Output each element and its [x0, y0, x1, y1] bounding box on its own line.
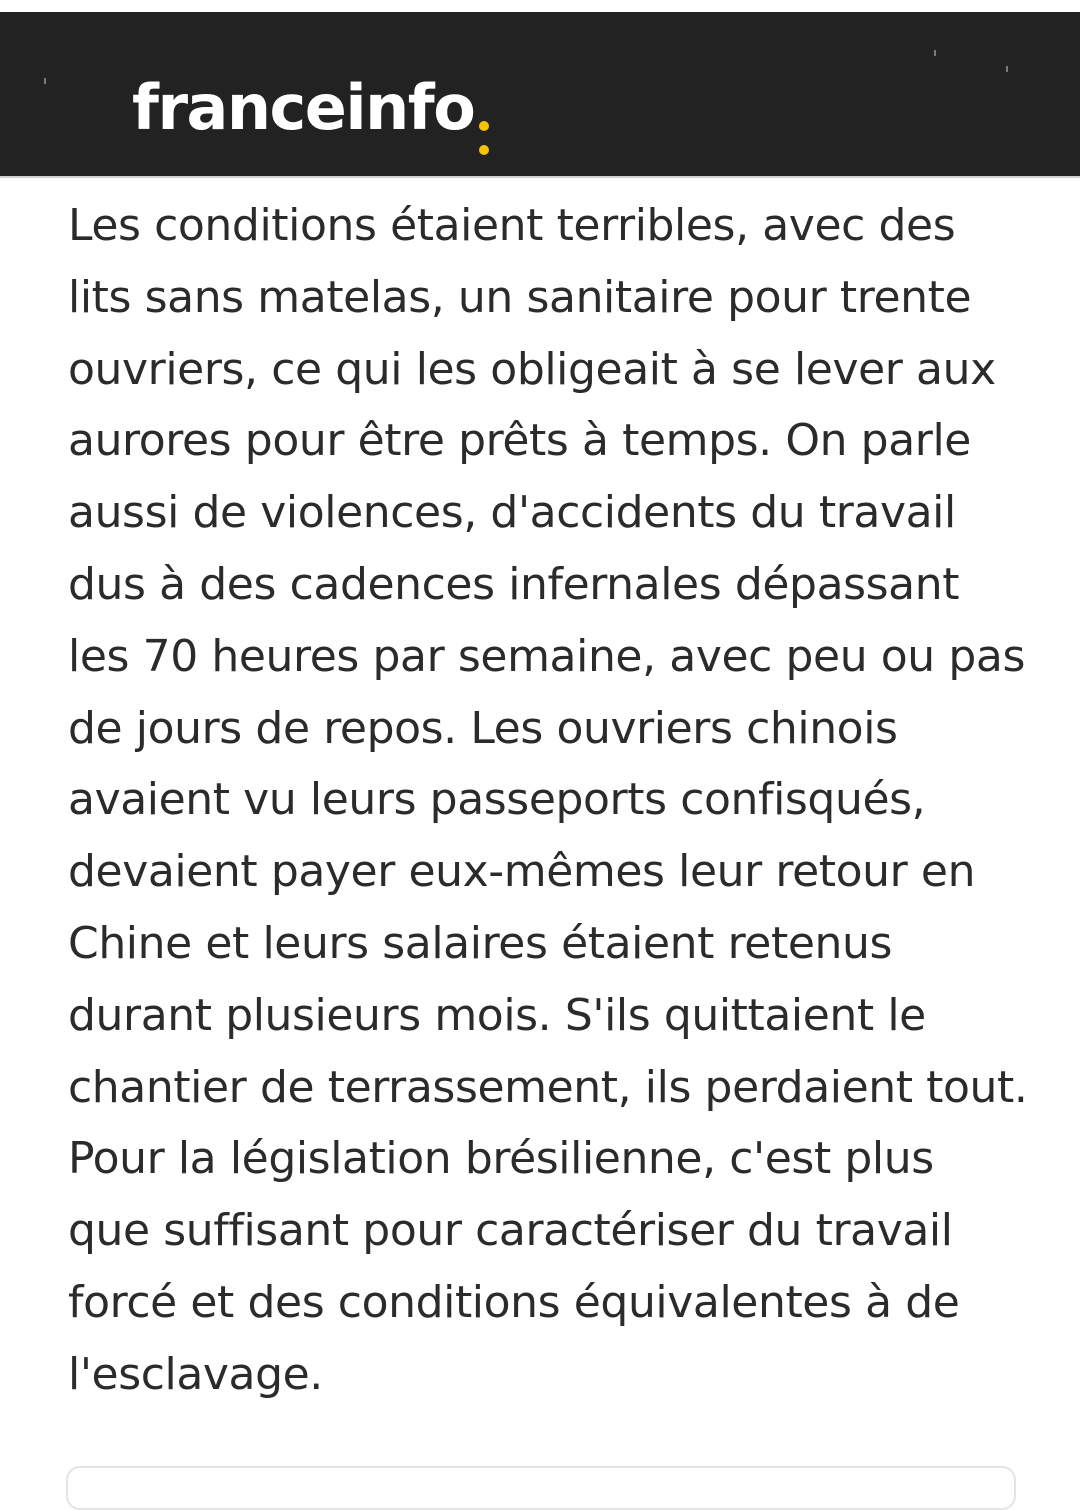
franceinfo-logo[interactable] — [132, 68, 489, 148]
pixel-artifact — [44, 78, 46, 84]
logo-text: franceinfo — [132, 71, 475, 144]
article-paragraph: Les conditions étaient terribles, avec des lits sans matelas, un sanitaire pour trente ouvriers, ce qui les obligeait à se lever aux aurores pour être prêts à temps. On parle aussi de violences, d'accidents du travail dus à des cadences infernales dépassant les 70 heures par semaine, avec peu ou pas de jours de repos. Les ouvriers chinois avaient vu leurs passeports confisqués, devaient payer eux-mêmes leur retour en Chine et leurs salaires étaient retenus durant plusieurs mois. S'ils quittaient le chantier de terrassement, ils perdaient tout. Pour la législation brésilienne, c'est plus que suffisant pour caractériser du travail forcé et des conditions équivalentes à de l'esclavage. — [68, 200, 1028, 1400]
site-header — [0, 12, 1080, 176]
logo-colon-icon — [479, 121, 489, 155]
top-strip — [0, 0, 1080, 12]
pixel-artifact — [1006, 66, 1008, 72]
pixel-artifact — [934, 50, 936, 56]
next-content-card[interactable] — [66, 1466, 1016, 1510]
header-divider — [0, 176, 1080, 178]
